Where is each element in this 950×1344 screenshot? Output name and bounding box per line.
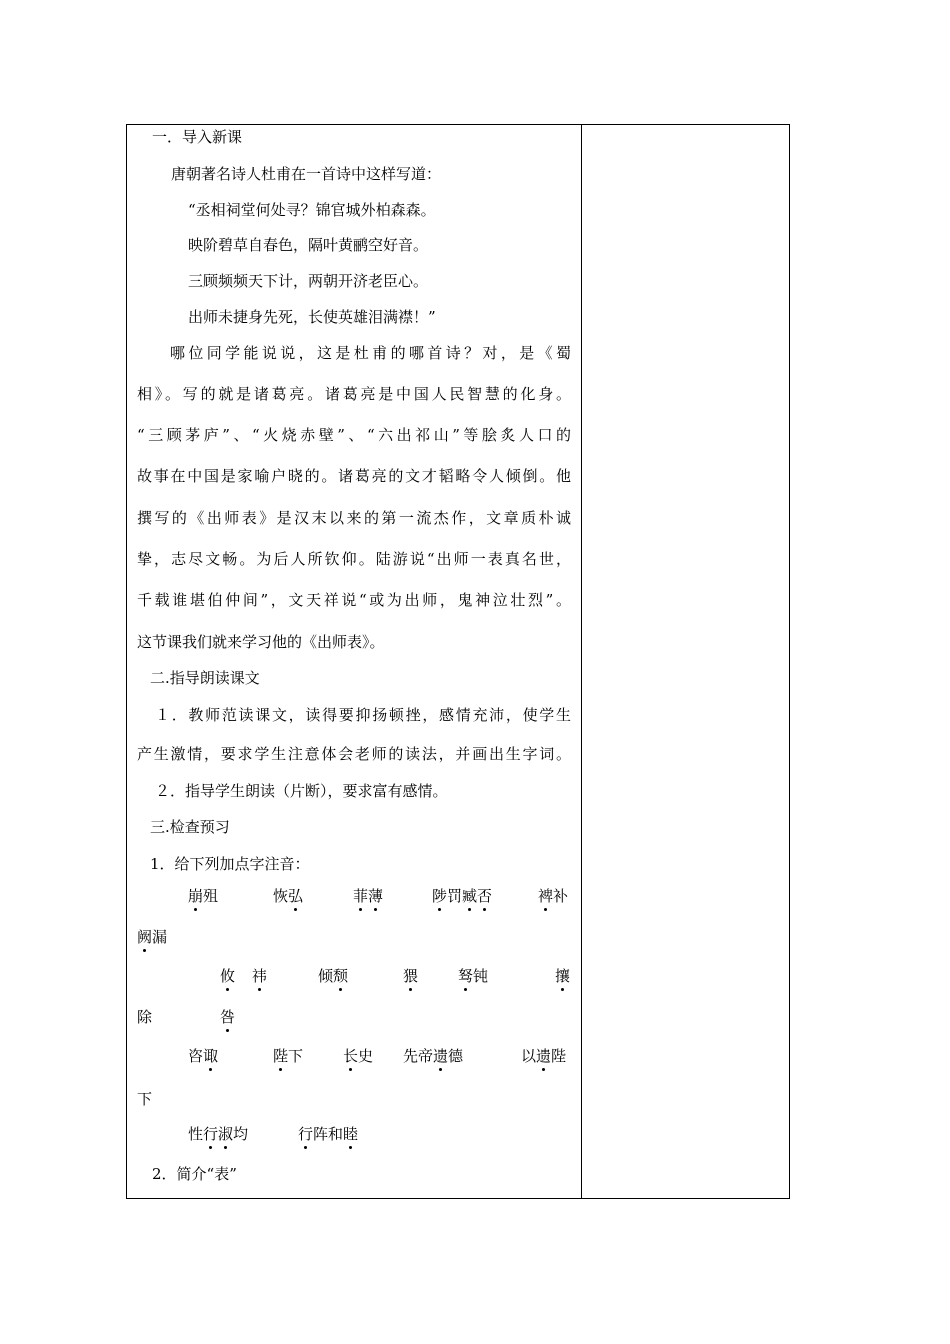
- word-yi: 祎: [252, 967, 268, 985]
- section-2-title: 二.指导朗读课文: [150, 669, 260, 687]
- word-yiyibi: 以遗陛: [521, 1047, 567, 1065]
- section-1-intro: 唐朝著名诗人杜甫在一首诗中这样写道：: [171, 165, 442, 183]
- word-nudun: 驽钝: [458, 967, 489, 985]
- word-feibo: 菲薄: [353, 887, 384, 905]
- para-line-5: 撰写的《出师表》是汉末以来的第一流杰作，文章质朴诚: [137, 509, 571, 527]
- para-line-3: “三顾茅庐”、“火烧赤壁”、“六出祁山”等脍炙人口的: [137, 426, 571, 444]
- word-bixia: 陛下: [273, 1047, 304, 1065]
- para-line-8: 这节课我们就来学习他的《出师表》。: [137, 633, 385, 651]
- column-divider: [581, 125, 582, 1198]
- word-jiu: 咎: [220, 1008, 236, 1026]
- word-zizou: 咨诹: [188, 1047, 219, 1065]
- para-line-1: 哪位同学能说说，这是杜甫的哪首诗？对，是《蜀: [170, 344, 571, 362]
- para-line-7: 千载谁堪伯仲间”，文天祥说“或为出师，鬼神泣壮烈”。: [137, 591, 571, 609]
- section-1-title: 一．导入新课: [152, 128, 243, 146]
- section-2-item-1b: 产生激情，要求学生注意体会老师的读法，并画出生字词。: [137, 745, 571, 763]
- word-rang: 攘: [555, 967, 571, 985]
- section-2-item-2: ２．指导学生朗读（片断），要求富有感情。: [155, 782, 448, 800]
- word-xia: 下: [137, 1090, 153, 1108]
- word-xingxingshujun: 性行淑均: [188, 1125, 249, 1143]
- poem-line-3: 三顾频频天下计，两朝开济老臣心。: [188, 272, 429, 290]
- poem-line-2: 映阶碧草自春色，隔叶黄鹂空好音。: [188, 236, 429, 254]
- word-xiandiyide: 先帝遗德: [403, 1047, 464, 1065]
- word-wei: 猥: [403, 967, 419, 985]
- word-hangzhenhemu: 行阵和睦: [298, 1125, 359, 1143]
- poem-line-4: 出师未捷身先死，长使英雄泪满襟！”: [188, 308, 436, 326]
- section-3-item-2: 2．简介“表”: [152, 1165, 237, 1183]
- word-zhangshi: 长史: [343, 1047, 374, 1065]
- word-bengcu: 崩殂: [188, 887, 219, 905]
- word-zhifazangpi: 陟罚臧否: [432, 887, 493, 905]
- word-qingtui: 倾颓: [318, 967, 349, 985]
- word-bibu: 裨补: [538, 887, 569, 905]
- word-chu: 除: [137, 1008, 153, 1026]
- word-you: 攸: [220, 967, 236, 985]
- para-line-6: 挚，志尽文畅。为后人所钦仰。陆游说“出师一表真名世，: [137, 550, 571, 568]
- section-3-title: 三.检查预习: [150, 818, 230, 836]
- poem-line-1: “丞相祠堂何处寻？锦官城外柏森森。: [188, 201, 436, 219]
- para-line-2: 相》。写的就是诸葛亮。诸葛亮是中国人民智慧的化身。: [137, 385, 571, 403]
- section-3-item-1: 1．给下列加点字注音：: [150, 855, 310, 873]
- section-2-item-1a: １．教师范读课文，读得要抑扬顿挫，感情充沛，使学生: [155, 706, 571, 724]
- word-quelou: 阙漏: [137, 928, 168, 946]
- word-huihong: 恢弘: [273, 887, 304, 905]
- para-line-4: 故事在中国是家喻户晓的。诸葛亮的文才韬略令人倾倒。他: [137, 467, 571, 485]
